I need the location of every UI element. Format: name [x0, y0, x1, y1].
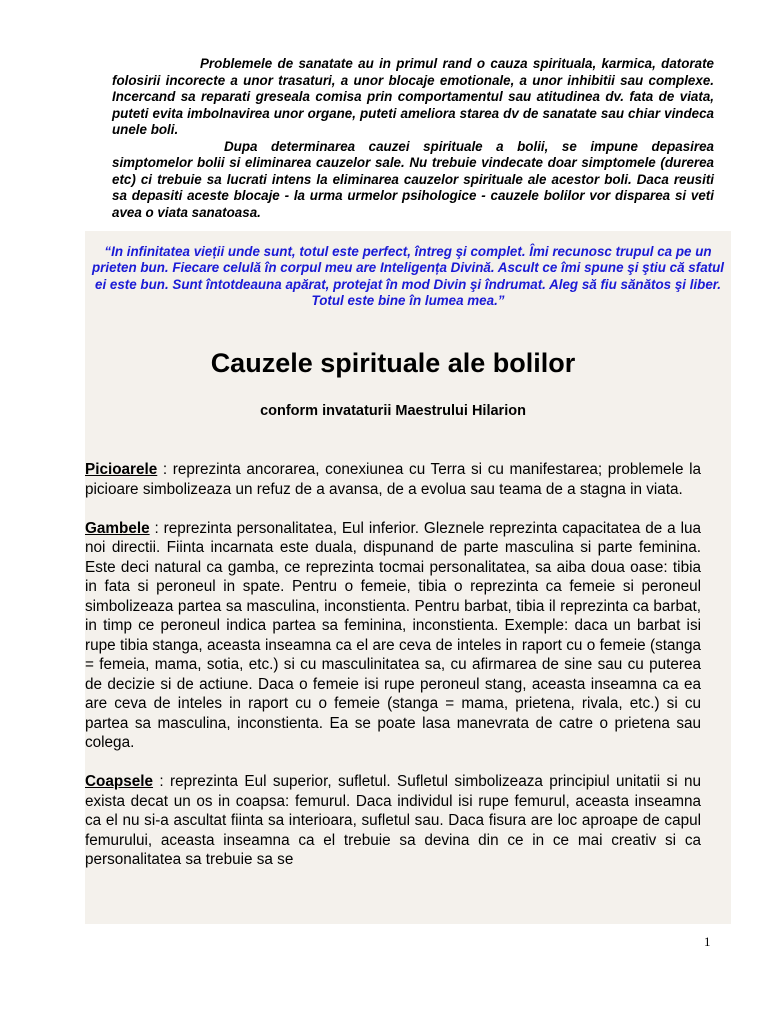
intro-paragraph-2: Dupa determinarea cauzei spirituale a bolii, se impune depasirea simptomelor bolii si eliminarea cauzelor sale. Nu trebuie vindecate doar simptomele (durerea etc) ci trebuie sa lucrati intens la eliminarea cauzelor spirituale ale acestor boli. Daca reusiti sa depasiti aceste blocaje - la urma urmelor psihologice - cauzele bolilor vor disparea si veti avea o viata sanatoasa.	[112, 138, 714, 220]
section-coapsele	[85, 772, 701, 870]
intro-paragraph-1: Problemele de sanatate au in primul rand o cauza spirituala, karmica, datorate folosirii incorecte a unor trasaturi, a unor blocaje emotionale, a unor inhibitii sau complexe. Incercand sa reparati greseala comisa prin comportamentul sau atitudinea dv. fata de viata, puteti evita imbolnavirea unor organe, puteti ameliora starea dv de sanatate sau chiar vindeca unele boli.	[112, 56, 714, 137]
section-term: Picioarele	[85, 461, 158, 478]
section-term: Coapsele	[85, 773, 154, 790]
page-number: 1	[704, 934, 711, 949]
page-title: Cauzele spirituale ale bolilor	[210, 348, 576, 378]
section-term: Gambele	[85, 519, 150, 537]
page-subtitle: conform invataturii Maestrului Hilarion	[260, 403, 526, 419]
section-text: : reprezinta ancorarea, conexiunea cu Terra si cu manifestarea; problemele la picioare simbolizeaza un refuz de a avansa, de a evolua sau teama de a stagna in viata.	[85, 461, 701, 498]
intro-text	[112, 56, 714, 221]
section-text: : reprezinta Eul superior, sufletul. Sufletul simbolizeaza principiul unitatii si nu exista decat un os in coapsa: femurul. Daca individul isi rupe femurul, aceasta inseamna ca el nu si-a ascultat fiinta sa interioara, sufletul sau. Daca fisura are loc aproape de capul femurului, aceasta inseamna ca el trebuie sa devina din ce in ce mai creativ si ca personalitatea sa trebuie sa se	[85, 773, 701, 868]
section-gambele	[85, 519, 701, 753]
document-body	[85, 460, 701, 889]
section-text: : reprezinta personalitatea, Eul inferior. Gleznele reprezinta capacitatea de a lua noi directii. Fiinta incarnata este duala, dispunand de parte masculina si parte feminina. Este deci natural ca gamba, ce reprezinta tocmai personalitatea, sa aiba doua oase: tibia in fata si peroneul in spate. Pentru o femeie, tibia o reprezinta ca femeie si peroneul simbolizeaza partea sa masculina, inconstienta. Pentru barbat, tibia il reprezinta ca barbat, in timp ce peroneul indica partea sa feminina, inconstienta. Exemple: daca un barbat isi rupe tibia stanga, aceasta inseamna ca el are ceva de inteles in raport cu o femeie (stanga = femeia, mama, sotia, etc.) si cu masculinitatea sa, cu afirmarea de sine sau cu puterea de decizie si de actiune. Daca o femeie isi rupe peroneul stang, aceasta inseamna ca ea are ceva de inteles in raport cu o femeie (stanga = mama, prietena, rivala, etc.) si cu partea sa masculina, inconstienta. Ea se poate lasa manevrata de catre o prietena sau colega.	[85, 519, 701, 751]
affirmation-quote: “In infinitatea vieții unde sunt, totul este perfect, întreg şi complet. Îmi recunosc trupul ca pe un prieten bun. Fiecare celulă în corpul meu are Inteligența Divină. Ascult ce îmi spune şi ştiu că sfatul ei este bun. Sunt întotdeauna apărat, protejat în mod Divin şi îndrumat. Aleg să fiu sănătos şi liber. Totul este bine în lumea mea.”	[91, 244, 724, 308]
section-picioarele	[85, 460, 701, 499]
